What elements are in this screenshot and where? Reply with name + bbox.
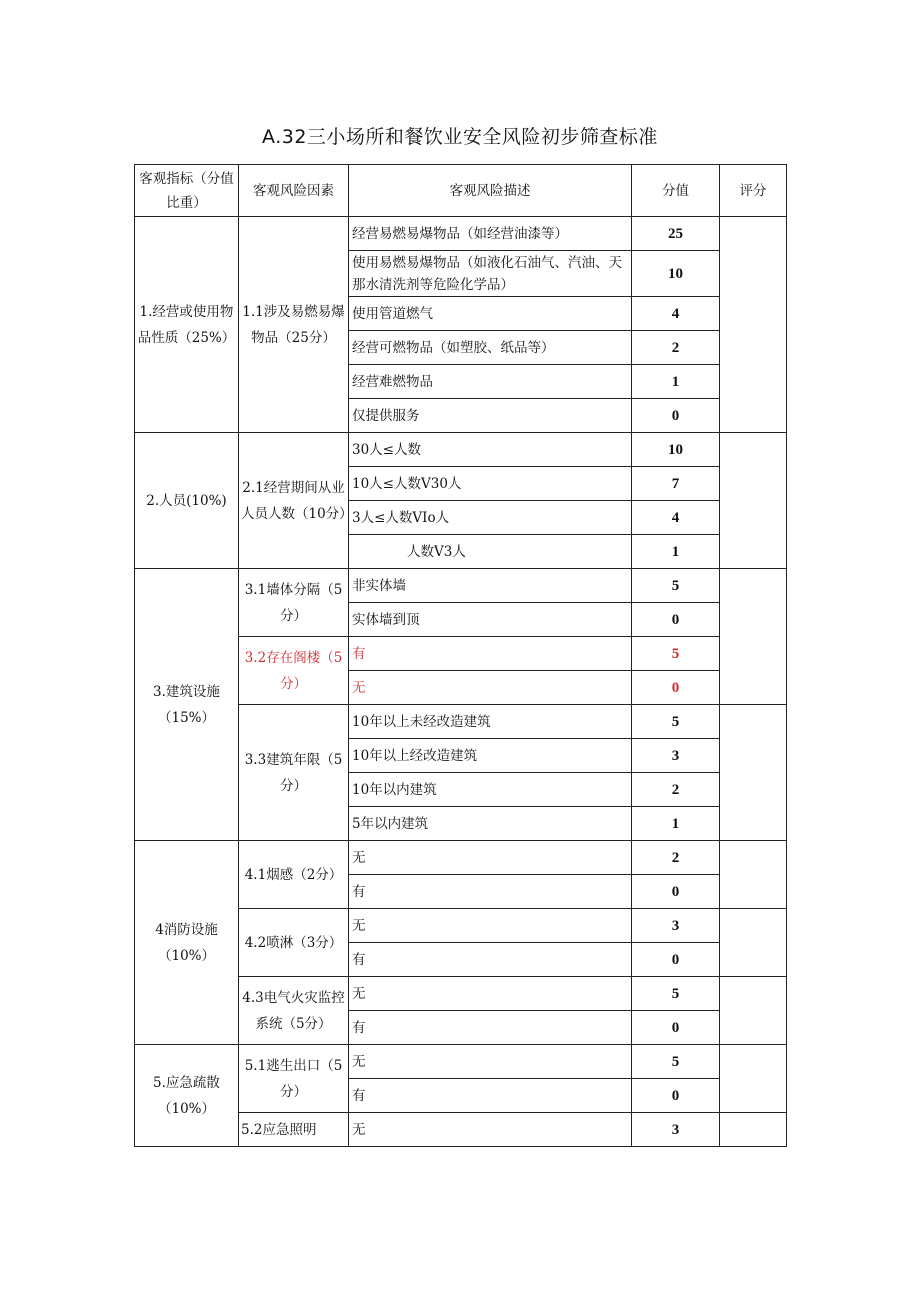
- value-cell: 10: [632, 433, 720, 467]
- description-cell: 无: [349, 671, 632, 705]
- description-cell: 经营可燃物品（如塑胶、纸品等）: [349, 331, 632, 365]
- screening-table: [134, 164, 787, 1147]
- factor-cell: 5.1逃生出口（5分）: [239, 1045, 349, 1113]
- description-cell: 使用易燃易爆物品（如液化石油气、汽油、天那水清洗剂等危险化学品）: [349, 251, 632, 297]
- header-score: 评分: [720, 165, 787, 217]
- score-cell[interactable]: [720, 433, 787, 569]
- indicator-cell: 5.应急疏散（10%）: [135, 1045, 239, 1147]
- description-cell: 10人≤人数V30人: [349, 467, 632, 501]
- value-cell: 1: [632, 535, 720, 569]
- description-cell: 3人≤人数VIo人: [349, 501, 632, 535]
- description-cell: 非实体墙: [349, 569, 632, 603]
- description-cell: 10年以上经改造建筑: [349, 739, 632, 773]
- table-row: [135, 433, 787, 467]
- description-cell: 5年以内建筑: [349, 807, 632, 841]
- value-cell: 4: [632, 297, 720, 331]
- description-cell: 仅提供服务: [349, 399, 632, 433]
- header-description: 客观风险描述: [349, 165, 632, 217]
- value-cell: 0: [632, 1011, 720, 1045]
- score-cell[interactable]: [720, 977, 787, 1045]
- value-cell: 2: [632, 841, 720, 875]
- value-cell: 5: [632, 637, 720, 671]
- score-cell[interactable]: [720, 1045, 787, 1113]
- indicator-cell: 4消防设施（10%）: [135, 841, 239, 1045]
- factor-cell: 1.1涉及易燃易爆物品（25分）: [239, 217, 349, 433]
- score-cell[interactable]: [720, 909, 787, 977]
- description-cell: 有: [349, 943, 632, 977]
- description-cell: 10年以内建筑: [349, 773, 632, 807]
- factor-cell: 4.2喷淋（3分）: [239, 909, 349, 977]
- table-row: [135, 1045, 787, 1079]
- table-row: [135, 217, 787, 251]
- value-cell: 0: [632, 399, 720, 433]
- description-cell: 有: [349, 875, 632, 909]
- value-cell: 2: [632, 331, 720, 365]
- page-title: A.32三小场所和餐饮业安全风险初步筛查标准: [262, 126, 658, 148]
- factor-cell: 2.1经营期间从业人员人数（10分）: [239, 433, 349, 569]
- value-cell: 5: [632, 705, 720, 739]
- indicator-cell: 2.人员(10%): [135, 433, 239, 569]
- header-indicator: 客观指标（分值比重）: [135, 165, 239, 217]
- description-cell: 使用管道燃气: [349, 297, 632, 331]
- description-cell: 无: [349, 1113, 632, 1147]
- description-cell: 实体墙到顶: [349, 603, 632, 637]
- score-cell[interactable]: [720, 569, 787, 705]
- description-cell: 人数V3人: [349, 535, 632, 569]
- factor-cell: 5.2应急照明: [239, 1113, 349, 1147]
- score-cell[interactable]: [720, 705, 787, 841]
- description-cell: 经营易燃易爆物品（如经营油漆等）: [349, 217, 632, 251]
- header-factor: 客观风险因素: [239, 165, 349, 217]
- header-row: [135, 165, 787, 217]
- value-cell: 10: [632, 251, 720, 297]
- value-cell: 1: [632, 807, 720, 841]
- value-cell: 25: [632, 217, 720, 251]
- factor-cell: 4.1烟感（2分）: [239, 841, 349, 909]
- factor-cell: 3.1墙体分隔（5分）: [239, 569, 349, 637]
- factor-cell: 4.3电气火灾监控系统（5分）: [239, 977, 349, 1045]
- factor-cell: 3.3建筑年限（5分）: [239, 705, 349, 841]
- description-cell: 无: [349, 909, 632, 943]
- value-cell: 3: [632, 1113, 720, 1147]
- score-cell[interactable]: [720, 841, 787, 909]
- value-cell: 1: [632, 365, 720, 399]
- header-value: 分值: [632, 165, 720, 217]
- value-cell: 0: [632, 671, 720, 705]
- value-cell: 5: [632, 1045, 720, 1079]
- factor-cell: 3.2存在阁楼（5分）: [239, 637, 349, 705]
- value-cell: 3: [632, 739, 720, 773]
- table-row: [135, 841, 787, 875]
- description-cell: 无: [349, 1045, 632, 1079]
- table-row: [135, 569, 787, 603]
- description-cell: 有: [349, 1011, 632, 1045]
- indicator-cell: 1.经营或使用物品性质（25%）: [135, 217, 239, 433]
- description-cell: 有: [349, 637, 632, 671]
- value-cell: 4: [632, 501, 720, 535]
- value-cell: 7: [632, 467, 720, 501]
- value-cell: 0: [632, 603, 720, 637]
- description-cell: 30人≤人数: [349, 433, 632, 467]
- value-cell: 0: [632, 875, 720, 909]
- description-cell: 无: [349, 841, 632, 875]
- description-cell: 经营难燃物品: [349, 365, 632, 399]
- description-cell: 无: [349, 977, 632, 1011]
- score-cell[interactable]: [720, 1113, 787, 1147]
- value-cell: 2: [632, 773, 720, 807]
- value-cell: 3: [632, 909, 720, 943]
- indicator-cell: 3.建筑设施（15%）: [135, 569, 239, 841]
- value-cell: 0: [632, 943, 720, 977]
- score-cell[interactable]: [720, 217, 787, 433]
- description-cell: 10年以上未经改造建筑: [349, 705, 632, 739]
- value-cell: 5: [632, 977, 720, 1011]
- value-cell: 0: [632, 1079, 720, 1113]
- value-cell: 5: [632, 569, 720, 603]
- description-cell: 有: [349, 1079, 632, 1113]
